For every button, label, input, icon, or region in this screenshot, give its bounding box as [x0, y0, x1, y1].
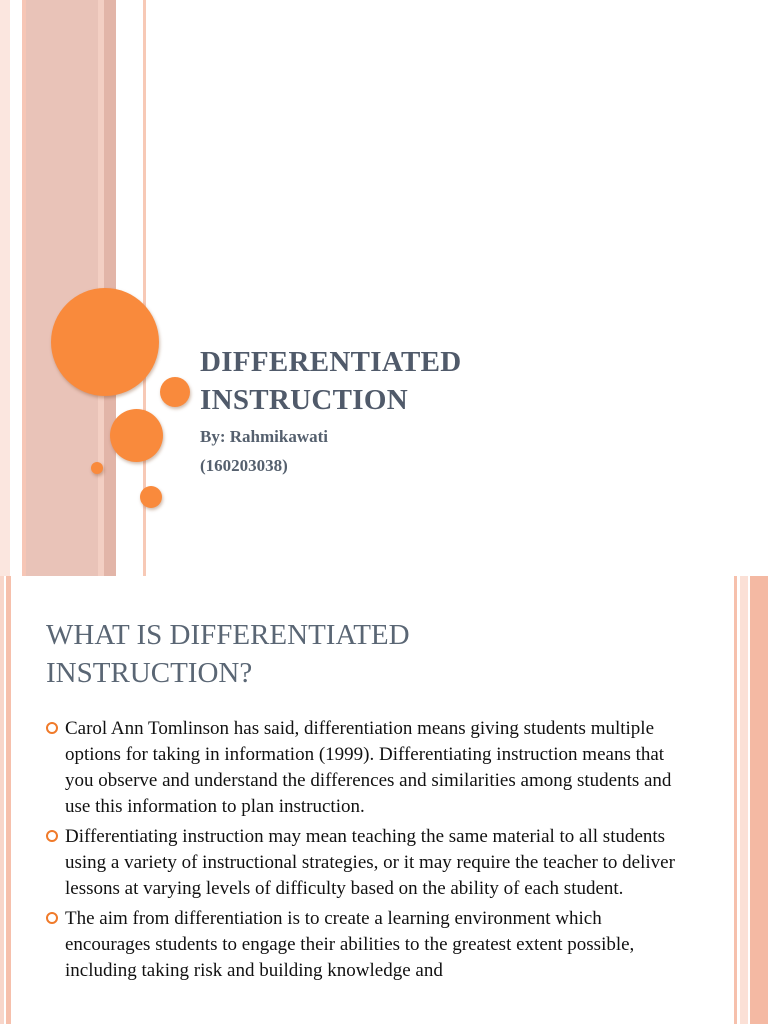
decorative-stripe	[0, 0, 10, 576]
decorative-circle	[110, 409, 163, 462]
circle-bullet-icon	[46, 722, 58, 734]
bullet-text: The aim from differentiation is to create a learning environment which encourages students to engage their abilities to the greatest extent possible, including taking risk and building knowledge and	[65, 908, 635, 981]
bullet-item	[46, 906, 686, 984]
content-slide	[0, 576, 768, 1024]
decorative-circle	[51, 288, 159, 396]
bullet-item	[46, 824, 686, 902]
decorative-circle	[160, 377, 190, 407]
bullet-list	[46, 716, 686, 988]
decorative-stripe	[740, 576, 748, 1024]
author-label: By: Rahmikawati	[200, 427, 328, 446]
slide-title	[200, 343, 720, 419]
decorative-stripe	[0, 576, 4, 1024]
slide-heading-line: WHAT IS DIFFERENTIATED	[46, 619, 410, 651]
slide-title-line: INSTRUCTION	[200, 384, 408, 416]
decorative-stripe	[750, 576, 768, 1024]
slide-title-line: DIFFERENTIATED	[200, 346, 462, 378]
slide-heading-line: INSTRUCTION?	[46, 657, 253, 689]
decorative-circle	[140, 486, 162, 508]
circle-bullet-icon	[46, 912, 58, 924]
bullet-text: Carol Ann Tomlinson has said, differentiation means giving students multiple options for taking in information (1999). Differentiating instruction means that you observe and understand the differences and similarities among students and use this information to plan instruction.	[65, 718, 672, 817]
student-id-label: (160203038)	[200, 456, 288, 475]
decorative-circle	[91, 462, 103, 474]
bullet-item	[46, 716, 686, 820]
decorative-stripe	[6, 576, 11, 1024]
slide-heading	[46, 616, 686, 692]
circle-bullet-icon	[46, 830, 58, 842]
decorative-stripe	[26, 0, 98, 576]
bullet-text: Differentiating instruction may mean teaching the same material to all students using a variety of instructional strategies, or it may require the teacher to deliver lessons at varying levels of difficulty based on the ability of each student.	[65, 826, 675, 899]
decorative-stripe	[734, 576, 737, 1024]
